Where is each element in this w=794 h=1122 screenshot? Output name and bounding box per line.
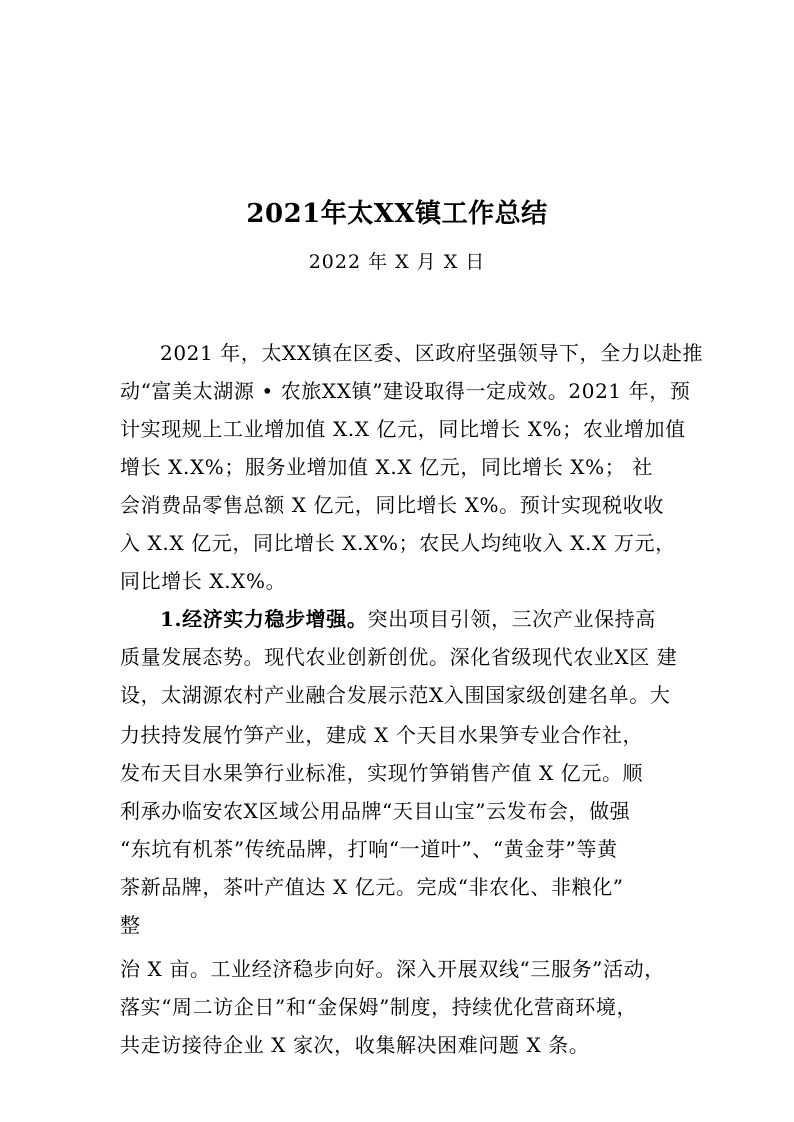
body-line: 整 — [120, 913, 141, 937]
body-line: 增长 X.X%；服务业增加值 X.X 亿元，同比增长 X%； 社 — [120, 455, 653, 479]
body-line: “东坑有机茶”传统品牌，打响“一道叶”、“黄金芽”等黄 — [120, 837, 618, 861]
body-line: 同比增长 X.X%。 — [120, 569, 287, 593]
document-date: 2022 年 X 月 X 日 — [308, 251, 486, 273]
body-line: 设，太湖源农村产业融合发展示范X入围国家级创建名单。大 — [120, 683, 671, 707]
body-line: 动“富美太湖源 • 农旅XX镇”建设取得一定成效。2021 年，预 — [120, 379, 691, 403]
body-line: 落实“周二访企日”和“金保姆”制度，持续优化营商环境， — [120, 995, 638, 1019]
body-line: 治 X 亩。工业经济稳步向好。深入开展双线“三服务”活动， — [120, 957, 665, 981]
document-title: 2021年太XX镇工作总结 — [246, 199, 548, 229]
body-line-text: 突出项目引领，三次产业保持高 — [367, 607, 656, 631]
body-line: 质量发展态势。现代农业创新创优。深化省级现代农业X区 建 — [120, 645, 678, 669]
body-line: 共走访接待企业 X 家次，收集解决困难问题 X 条。 — [120, 1033, 590, 1057]
body-line: 力扶持发展竹笋产业，建成 X 个天目水果笋专业合作社， — [120, 723, 644, 747]
body-line: 会消费品零售总额 X 亿元，同比增长 X%。预计实现税收收 — [120, 493, 664, 517]
body-line — [160, 600, 656, 638]
section-heading: 1.经济实力稳步增强。 — [160, 607, 368, 631]
body-line: 计实现规上工业增加值 X.X 亿元，同比增长 X%；农业增加值 — [120, 417, 686, 441]
body-line: 入 X.X 亿元，同比增长 X.X%；农民人均纯收入 X.X 万元， — [120, 531, 676, 555]
body-line: 2021 年，太XX镇在区委、区政府坚强领导下，全力以赴推 — [160, 341, 704, 365]
body-line: 茶新品牌，茶叶产值达 X 亿元。完成“非农化、非粮化” — [120, 875, 624, 899]
body-line: 发布天目水果笋行业标准，实现竹笋销售产值 X 亿元。顺 — [120, 761, 644, 785]
body-line: 利承办临安农X区域公用品牌“天目山宝”云发布会，做强 — [120, 799, 631, 823]
